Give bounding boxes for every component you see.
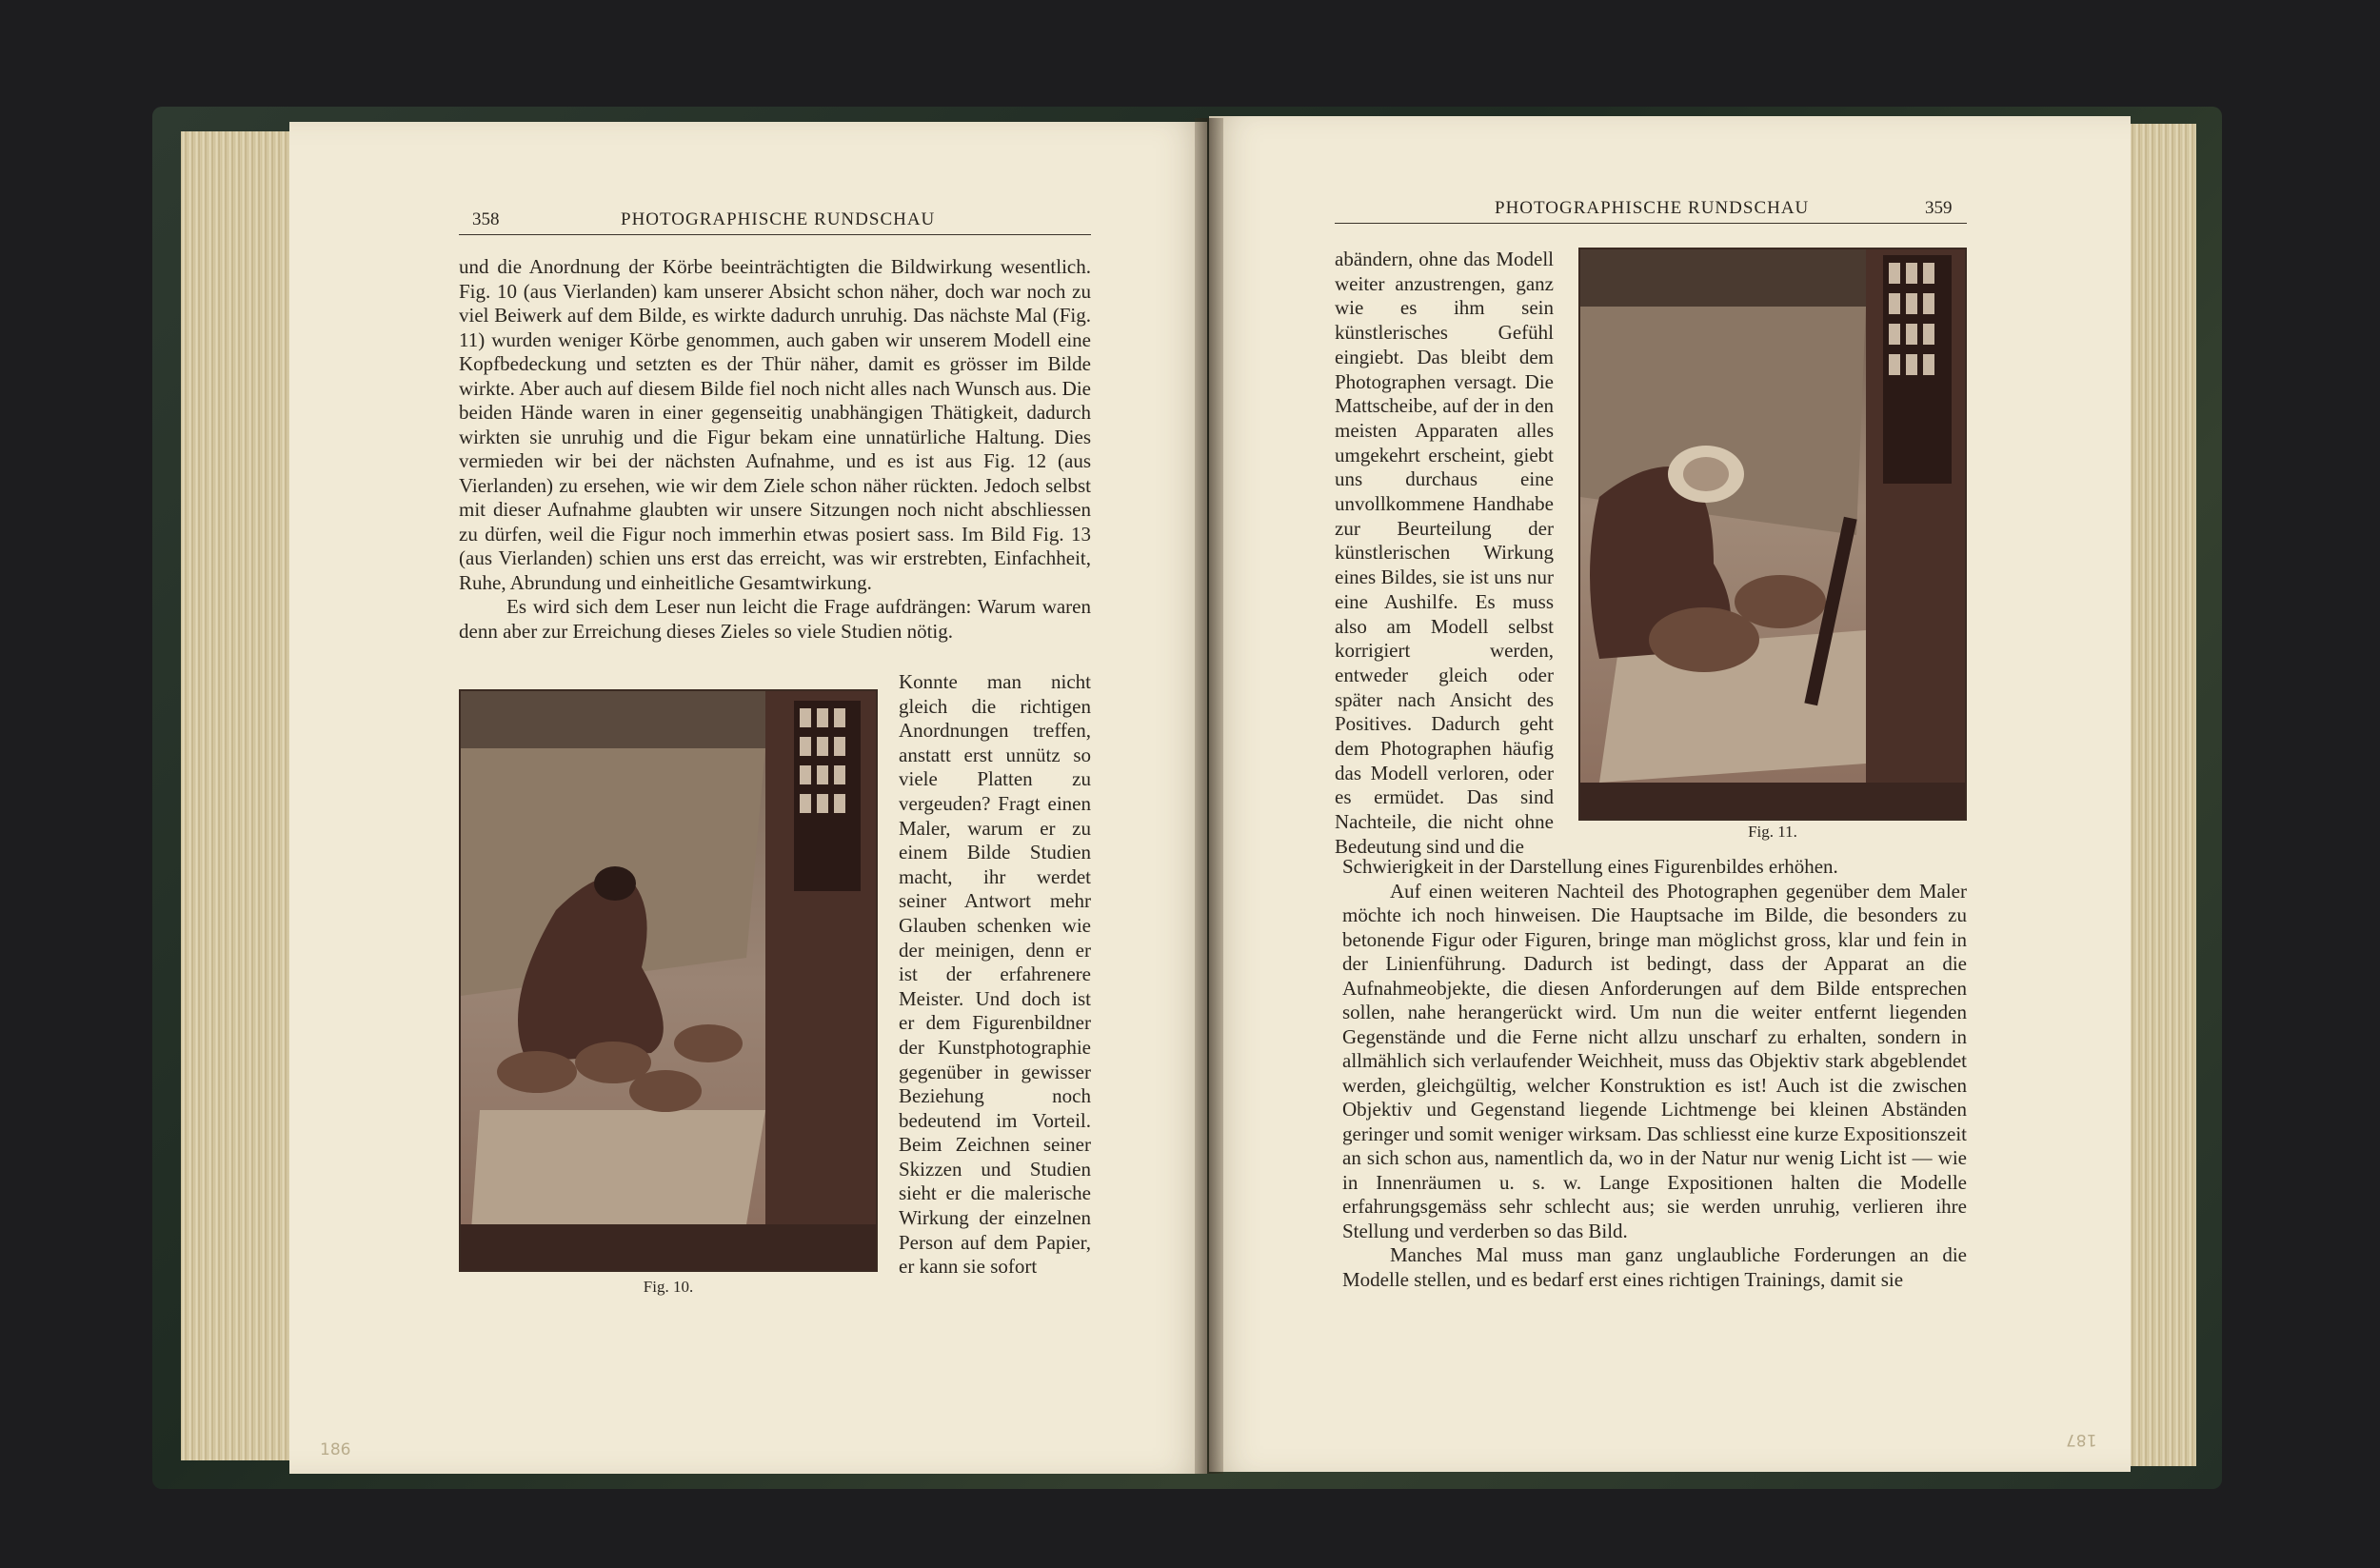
header-rule	[1335, 223, 1967, 224]
pencil-page-mark: 186	[320, 1440, 351, 1459]
left-page	[289, 122, 1207, 1474]
header-rule	[459, 234, 1091, 235]
body-text-top	[459, 255, 1091, 644]
page-edges-left	[181, 131, 295, 1460]
paragraph: abändern, ohne das Modell weiter anzustrengen, ganz wie es ihm sein künstlerisches Gefühl eingiebt. Das bleibt dem Photographen versagt. Die Mattscheibe, auf der in den meisten Apparaten alles umgekehrt erscheint, giebt uns durchaus eine unvollkommene Handhabe zur Beurteilung der künstlerischen Wirkung eines Bildes, sie ist uns nur eine Aushilfe. Es muss also am Modell selbst korrigiert werden, entweder gleich oder später nach Ansicht des Positives. Dadurch geht dem Photographen häufig das Modell verloren, oder es ermüdet. Das sind Nachteile, die nicht ohne Bedeutung sind und die	[1335, 248, 1554, 858]
paragraph: Schwierigkeit in der Darstellung eines Figurenbildes erhöhen.	[1342, 855, 1838, 878]
right-page	[1209, 116, 2131, 1472]
paragraph: und die Anordnung der Körbe beeinträchtigten die Bildwirkung wesentlich. Fig. 10 (aus Vierlanden) kam unserer Absicht schon näher, doch war noch zu viel Beiwerk auf dem Bilde, es wirkte dadurch unruhig. Das nächste Mal (Fig. 11) wurden weniger Körbe genommen, auch gaben wir unserem Modell eine Kopfbedeckung und setzten es der Thür näher, damit es grösser im Bilde wirkte. Aber auch auf diesem Bilde fiel noch nicht alles nach Wunsch aus. Die beiden Hände waren in einer gegenseitig unabhängigen Thätigkeit, dadurch wirkten sie unruhig und die Figur bekam eine unnatürliche Haltung. Dies vermieden wir bei der nächsten Aufnahme, und es ist aus Fig. 12 (aus Vierlanden) zu ersehen, wie wir dem Ziele schon näher rückten. Jedoch selbst mit dieser Aufnahme glaubten wir unsere Sitzungen noch nicht abschliessen zu dürfen, weil die Figur noch immerhin etwas posiert sass. Im Bild Fig. 13 (aus Vierlanden) schien uns erst das erreicht, was wir erstrebten, Einfachheit, Ruhe, Abrundung und einheitliche Gesamtwirkung.	[459, 255, 1091, 594]
doorway-photo-image	[461, 691, 878, 1272]
figure-10-caption: Fig. 10.	[643, 1278, 694, 1296]
paragraph: Auf einen weiteren Nachteil des Photographen gegenüber dem Maler möchte ich noch hinweisen. Die Hauptsache im Bilde, die besonders zu betonende Figur oder Figuren, bringe man möglichst gross, klar und fein in der Linienführung. Dadurch ist bedingt, dass der Apparat an die Aufnahmeobjekte, die diesen Anforderungen auf dem Bilde entsprechen sollen, nahe herangerückt wird. Um nun die weiter entfernt liegenden Gegenstände und die Ferne nicht allzu unscharf zu erhalten, sondern in allmählich sich verlaufender Weichheit, muss das Objektiv stark abgeblendet werden, gleichgültig, welcher Konstruktion es ist! Auch ist die zwischen Objektiv und Gegenstand liegende Lichtmenge bei kleinen Abständen geringer und somit weniger wirksam. Das schliesst eine kurze Expositionszeit an sich schon aus, namentlich da, wo in der Natur nur wenig Licht ist — wie in Innenräumen u. s. w. Lange Expositionen halten die Modelle erfahrungsgemäss sehr schlecht aus; sie werden unruhig, verlieren ihre Stellung und verderben so das Bild.	[1342, 879, 1967, 1242]
paragraph: Es wird sich dem Leser nun leicht die Frage aufdrängen: Warum waren denn aber zur Erreichung dieses Zieles so viele Studien nötig.	[459, 595, 1091, 643]
figure-10-photo	[459, 689, 878, 1272]
body-text-column	[1335, 248, 1554, 860]
page-edges-right	[2128, 124, 2196, 1466]
paragraph: Konnte man nicht gleich die richtigen Anordnungen treffen, anstatt erst unnütz so viele Platten zu vergeuden? Fragt einen Maler, warum er zu einem Bilde Studien macht, ihr werdet seiner Antwort mehr Glauben schenken wie der meinigen, denn er ist der erfahrenere Meister. Und doch ist er dem Figurenbildner der Kunstphotographie gegenüber in gewisser Beziehung noch bedeutend im Vorteil. Beim Zeichnen seiner Skizzen und Studien sieht er die malerische Wirkung der einzelnen Person auf dem Papier, er kann sie sofort	[899, 670, 1091, 1279]
paragraph: Manches Mal muss man ganz unglaubliche Forderungen an die Modelle stellen, und es bedarf erst eines richtigen Trainings, damit sie	[1342, 1243, 1967, 1291]
body-text-bottom	[1342, 855, 1967, 1292]
pencil-page-mark: 187	[2066, 1430, 2097, 1449]
doorway-photo-image	[1580, 249, 1967, 821]
running-head: PHOTOGRAPHISCHE RUNDSCHAU	[621, 209, 936, 229]
body-text-column	[899, 670, 1091, 1280]
page-number: 358	[472, 209, 500, 229]
book-gutter	[1195, 118, 1223, 1474]
running-head: PHOTOGRAPHISCHE RUNDSCHAU	[1495, 198, 1810, 218]
page-number: 359	[1925, 198, 1953, 218]
figure-11-photo	[1578, 248, 1967, 821]
figure-11-caption: Fig. 11.	[1748, 823, 1797, 841]
